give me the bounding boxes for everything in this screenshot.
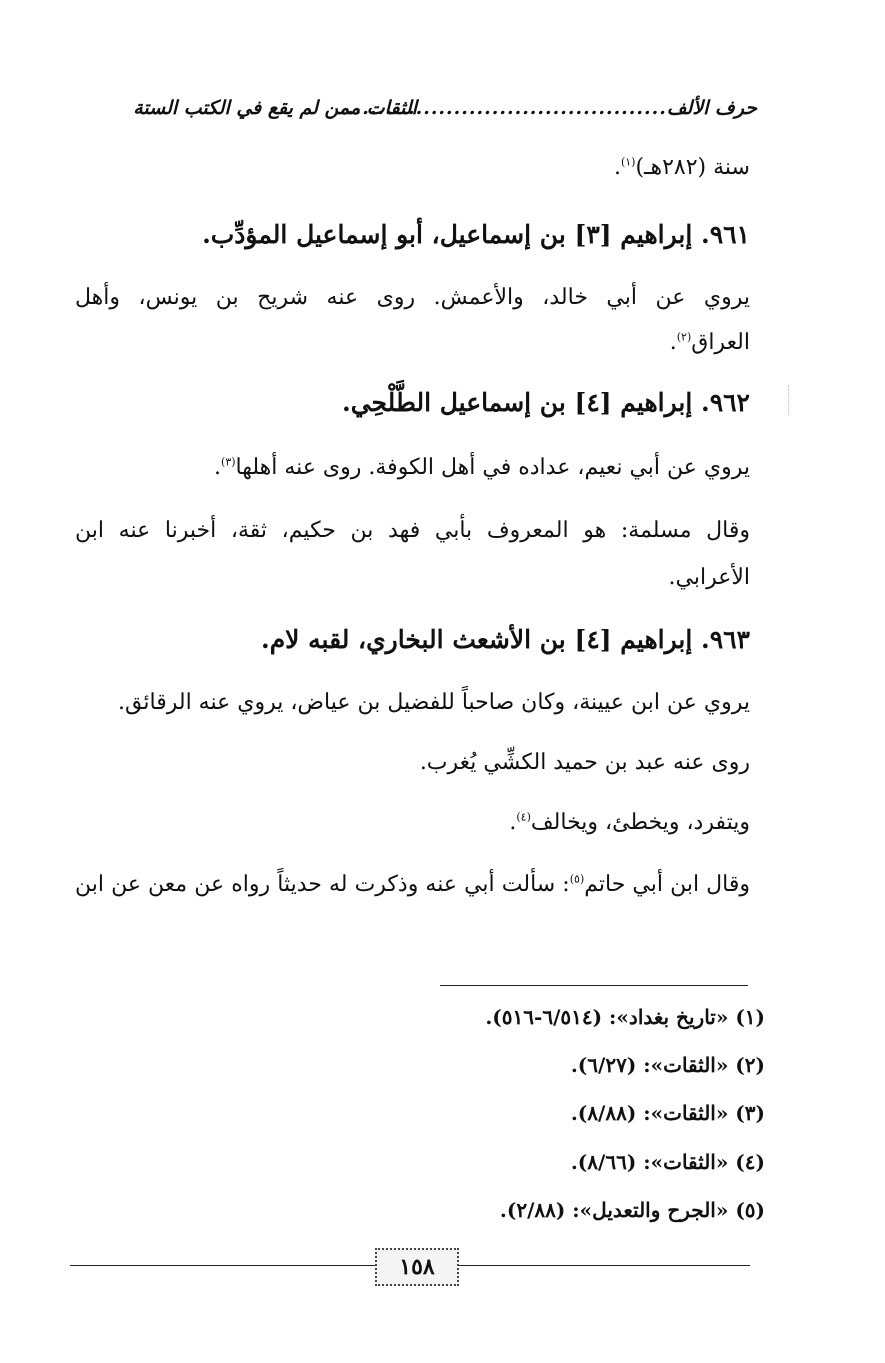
footnote-3: (٣) «الثقات»: (٨/٨٨). [570, 1101, 765, 1125]
text-line: سنة (٢٨٢هـ)$^{(١)}$. [613, 155, 750, 180]
text-line: وقال مسلمة: هو المعروف بأبي فهد بن حكيم، ثقة، أخبرنا عنه ابن [75, 518, 750, 543]
entry-heading-962: ٩٦٢. إبراهيم [٤] بن إسماعيل الطَّلْحِي. [342, 388, 750, 417]
text-line: روى عنه عبد بن حميد الكشِّي يُغرب. [419, 750, 750, 775]
text-line: ويتفرد، ويخطئ، ويخالف$^{(٤)}$. [509, 810, 750, 835]
bottom-rule-right [455, 1265, 750, 1266]
text-line: العراق$^{(٢)}$. [669, 330, 750, 355]
entry-heading-961: ٩٦١. إبراهيم [٣] بن إسماعيل، أبو إسماعيل المؤدِّب. [202, 220, 750, 249]
page-number: ١٥٨ [375, 1248, 459, 1286]
text-line: الأعرابي. [668, 565, 750, 590]
text-line: وقال ابن أبي حاتم$^{(٥)}$: سألت أبي عنه وذكرت له حديثاً رواه عن معن عن ابن [75, 872, 751, 897]
text-line: يروي عن ابن عيينة، وكان صاحباً للفضيل بن عياض، يروي عنه الرقائق. [118, 690, 750, 715]
footnote-ref: (٥) [569, 872, 585, 886]
footnote-1: (١) «تاريخ بغداد»: (٦/٥١٤-٥١٦). [485, 1005, 765, 1029]
footnote-5: (٥) «الجرح والتعديل»: (٢/٨٨). [499, 1198, 765, 1222]
running-header [95, 97, 757, 119]
header-chapter: حرف الألف [666, 97, 757, 119]
footnote-2: (٢) «الثقات»: (٦/٢٧). [570, 1053, 765, 1077]
footnote-ref: (٤) [516, 810, 531, 824]
text-line: يروي عن أبي خالد، والأعمش. روى عنه شريح بن يونس، وأهل [75, 285, 750, 310]
footnote-separator [440, 985, 748, 986]
header-book-title: الثقات ممن لم يقع في الكتب الستة [133, 97, 417, 119]
footnote-4: (٤) «الثقات»: (٨/٦٦). [570, 1150, 765, 1174]
text-line: يروي عن أبي نعيم، عداده في أهل الكوفة. روى عنه أهلها$^{(٣)}$. [214, 455, 750, 480]
footnote-ref: (١) [620, 155, 636, 169]
header-dots: ........................................... [339, 97, 667, 119]
margin-mark [788, 385, 790, 415]
bottom-rule-left [70, 1265, 375, 1266]
footnote-ref: (٢) [676, 330, 692, 344]
entry-heading-963: ٩٦٣. إبراهيم [٤] بن الأشعث البخاري، لقبه لام. [260, 625, 750, 654]
footnote-ref: (٣) [221, 455, 236, 469]
